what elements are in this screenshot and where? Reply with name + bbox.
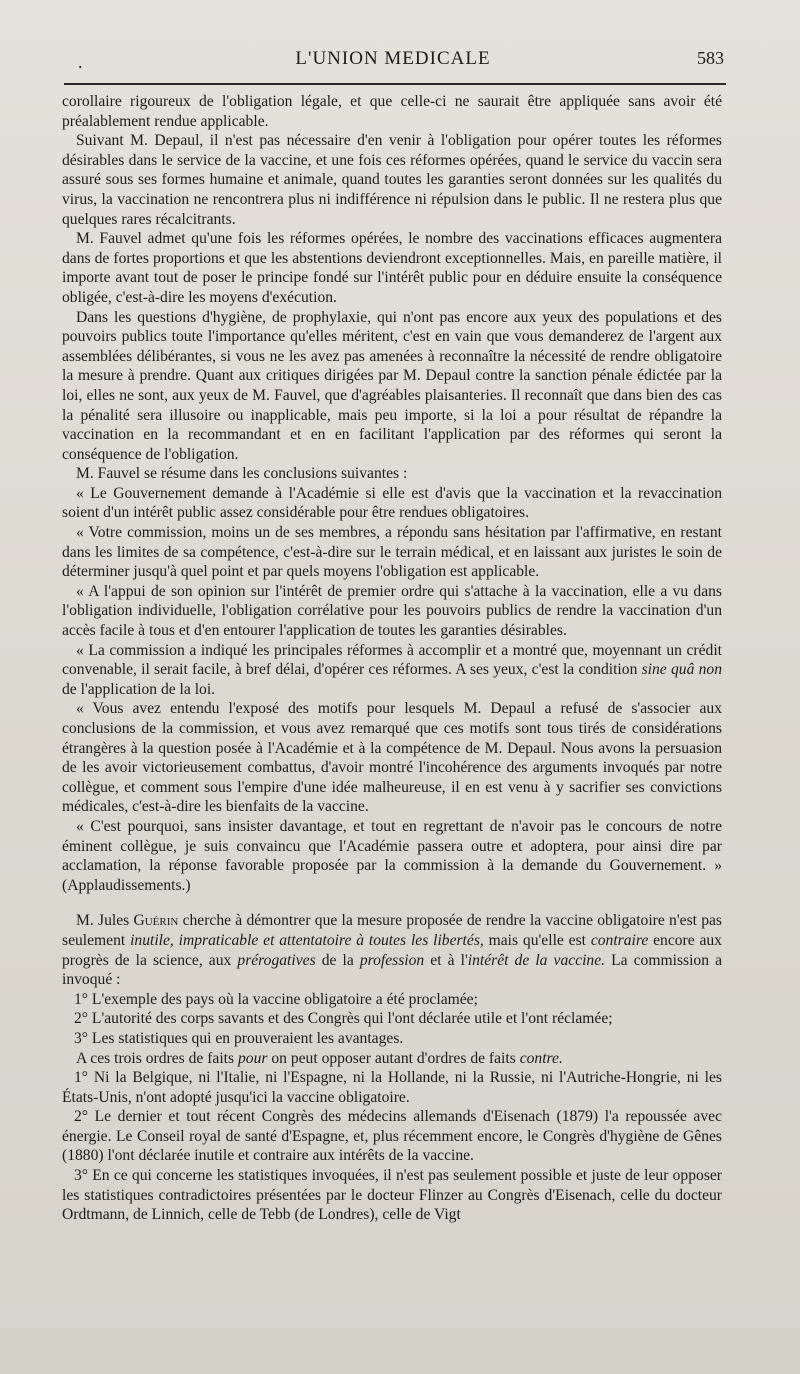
list-item: 3° En ce qui concerne les statistiques invoquées, il n'est pas seulement possible et juste de leur opposer les statistiques contradictoires présentées par le docteur Flinzer au Congrès d'Eisenach, celle du docteur Ordtmann, de Linnich, celle de Tebb (de Londres), celle de Vigt (62, 1167, 722, 1224)
list-item: 1° Ni la Belgique, ni l'Italie, ni l'Espagne, ni la Hollande, ni la Russie, ni l'Autriche-Hongrie, ni les États-Unis, n'ont adopté jusqu'ici la vaccine obligatoire. (62, 1069, 722, 1106)
latin-phrase: sine quâ non (641, 661, 722, 679)
page-number: 583 (697, 48, 724, 68)
running-header (62, 44, 724, 84)
speaker-name: Guérin (133, 912, 179, 930)
paragraph: M. Fauvel se résume dans les conclusions suivantes : (76, 465, 408, 483)
paragraph: Suivant M. Depaul, il n'est pas nécessaire d'en venir à l'obligation pour opérer toutes les réformes désirables dans le service de la vaccine, et une fois ces réformes opérées, quand le service du vaccin sera assuré sous ses formes humaine et animale, quand toutes les garanties seront données sur les qualités du virus, la vaccination ne rencontrera plus ni indifférence ni répulsion dans le public. Il ne restera plus que quelques rares récalcitrants. (62, 132, 722, 228)
paragraph: Dans les questions d'hygiène, de prophylaxie, qui n'ont pas encore aux yeux des populations et des pouvoirs publics toute l'importance qu'elles méritent, c'est en vain que vous demanderez de l'argent aux assemblées délibérantes, si vous ne les avez pas amenées à reconnaître la nécessité de rendre obligatoire la mesure à prendre. Quant aux critiques dirigées par M. Depaul contre la sanction pénale édictée par la loi, elles ne sont, aux yeux de M. Fauvel, que d'agréables plaisanteries. Il reconnaît que dans bien des cas la pénalité sera illusoire ou inapplicable, mais peu importe, si la loi a pour résultat de répandre la vaccination en la recommandant et en en facilitant l'application par des réformes qui seront la conséquence de l'obligation. (62, 308, 722, 463)
guerin-paragraph: M. Jules Guérin cherche à démontrer que la mesure proposée de rendre la vaccine obligatoire n'est pas seulement inutile, impraticable et attentatoire à toutes les libertés, mais qu'elle est contraire encore aux progrès de la science, aux prérogatives de la profession et à l'intérêt de la vaccine. La commission a invoqué : (62, 912, 723, 989)
paragraph-text: de l'application de la loi. (62, 680, 216, 698)
header-rule (64, 83, 726, 85)
list-item: 2° Le dernier et tout récent Congrès des médecins allemands d'Eisenach (1879) l'a repoussée avec énergie. Le Conseil royal de santé d'Espagne, et, plus récemment encore, le Congrès d'hygiène de Gênes (1880) l'ont déclarée inutile et contraire aux intérêts de la vaccine. (62, 1108, 722, 1165)
paragraph: M. Fauvel admet qu'une fois les réformes opérées, le nombre des vaccinations efficaces augmentera dans de fortes proportions et que les abstentions deviendront exceptionnelles. Mais, en pareille matière, il importe avant tout de poser le principe fondé sur l'intérêt public pour en déduire ensuite la conséquence obligée, c'est-à-dire les moyens d'exécution. (62, 230, 722, 306)
paragraph-text: « La commission a indiqué les principales réformes à accomplir et a montré que, moyennant un crédit convenable, il serait facile, à bref délai, d'opérer ces réformes. A ses yeux, c'est la condition (62, 641, 722, 679)
body-text (62, 92, 722, 1225)
list-item: 3° Les statistiques qui en prouveraient les avantages. (74, 1029, 404, 1047)
paragraph (62, 641, 722, 700)
list-item: 1° L'exemple des pays où la vaccine obligatoire a été proclamée; (74, 990, 478, 1008)
paragraph: « A l'appui de son opinion sur l'intérêt de premier ordre qui s'attache à la vaccination, elle a vu dans l'obligation individuelle, l'obligation corrélative pour les pouvoirs publics de rendre la vaccination d'un accès facile à tous et d'en entourer l'application de toutes les garanties désirables. (62, 582, 722, 640)
paragraph: corollaire rigoureux de l'obligation légale, et que celle-ci ne saurait être appliquée sans avoir été préalablement rendue applicable. (62, 93, 722, 130)
header-mark: . (78, 52, 83, 72)
paragraph: « Le Gouvernement demande à l'Académie si elle est d'avis que la vaccination et la revaccination soient d'un intérêt public assez considérable pour être rendues obligatoires. (62, 484, 722, 522)
paragraph: « C'est pourquoi, sans insister davantage, et tout en regrettant de n'avoir pas le concours de notre éminent collègue, je suis convaincu que l'Académie passera outre et adoptera, pour ainsi dire par acclamation, la réponse favorable proposée par la commission à la demande du Gouvernement. » (Applaudissements.) (62, 817, 722, 894)
running-title: L'UNION MEDICALE (295, 48, 491, 69)
list-item: 2° L'autorité des corps savants et des Congrès qui l'ont déclarée utile et l'ont réclamée; (74, 1010, 613, 1028)
paragraph: « Votre commission, moins un de ses membres, a répondu sans hésitation par l'affirmative, en restant dans les limites de sa compétence, c'est-à-dire sur le terrain médical, et en laissant aux juristes le soin de déterminer jusqu'à quel point et par quels moyens l'obligation est applicable. (62, 524, 722, 581)
paragraph: « Vous avez entendu l'exposé des motifs pour lesquels M. Depaul a refusé de s'associer aux conclusions de la commission, et vous avez remarqué que ces motifs sont tous tirés de considérations étrangères à la question posée à l'Académie et à la compétence de M. Depaul. Nous avons la persuasion de les avoir victorieusement combattus, d'avoir montré l'incohérence des arguments invoqués par notre collègue, et comment sous l'empire d'une idée malheureuse, il en est venu à y sacrifier ses convictions médicales, c'est-à-dire les bienfaits de la vaccine. (62, 700, 722, 816)
paragraph: A ces trois ordres de faits pour on peut opposer autant d'ordres de faits contre. (76, 1049, 563, 1067)
